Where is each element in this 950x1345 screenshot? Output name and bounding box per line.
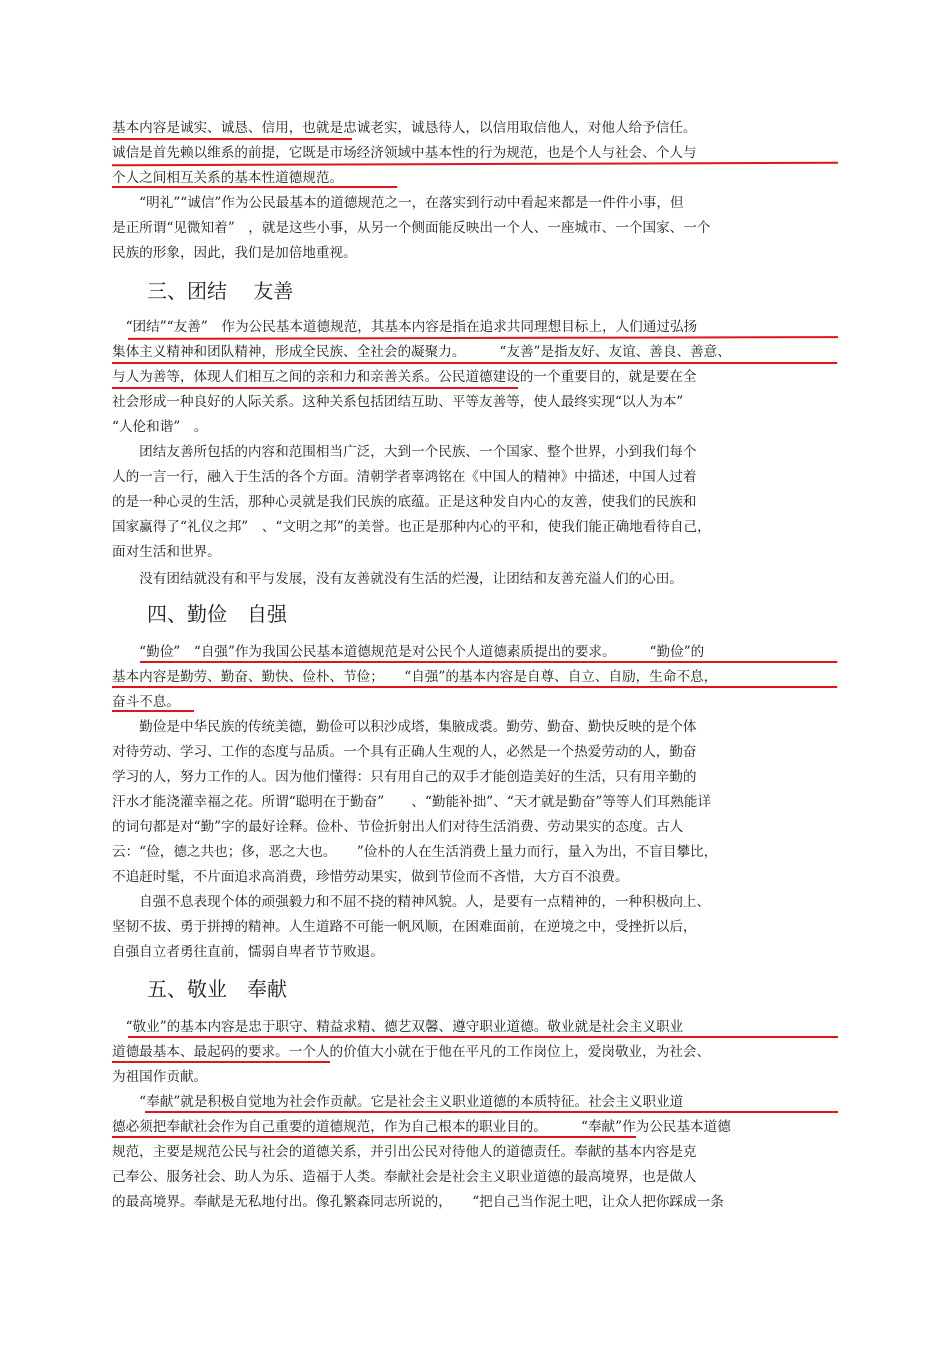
red-underline (112, 362, 837, 364)
paragraph-line: 勤俭是中华民族的传统美德，勤俭可以积沙成塔，集腋成裘。勤劳、勤奋、勤快反映的是个体 (112, 719, 697, 735)
paragraph-line: “奉献”就是积极自觉地为社会作贡献。它是社会主义职业道德的本质特征。社会主义职业道 (112, 1094, 684, 1110)
paragraph-line: 社会形成一种良好的人际关系。这种关系包括团结互助、平等友善等，使人最终实现“以人为本” (112, 394, 684, 410)
paragraph-line: 不追赶时髦，不片面追求高消费，珍惜劳动果实，做到节俭而不吝惜，大方百不浪费。 (112, 869, 629, 885)
paragraph-line: 道德最基本、最起码的要求。一个人的价值大小就在于他在平凡的工作岗位上，爱岗敬业，为社会、 (112, 1044, 711, 1060)
paragraph-line: 德必须把奉献社会作为自己重要的道德规范，作为自己根本的职业目的。 “奉献”作为公民基本道德 (112, 1119, 731, 1135)
red-underline (112, 387, 518, 389)
paragraph-line: 个人之间相互关系的基本性道德规范。 (112, 170, 344, 186)
paragraph-line: 是正所谓“见微知着” ，就是这些小事，从另一个侧面能反映出一个人、一座城市、一个国家、一个 (112, 220, 711, 236)
red-underline (140, 661, 837, 663)
paragraph-line: 没有团结就没有和平与发展，没有友善就没有生活的烂漫，让团结和友善充溢人们的心田。 (112, 571, 683, 587)
paragraph-line: 与人为善等，体现人们相互之间的亲和力和亲善关系。公民道德建设的一个重要目的，就是要在全 (112, 369, 697, 385)
paragraph-line: 集体主义精神和团队精神，形成全民族、全社会的凝聚力。 “友善”是指友好、友谊、善良、善意、 (112, 344, 731, 360)
paragraph-line: “明礼”“诚信”作为公民最基本的道德规范之一，在落实到行动中看起来都是一件件小事，但 (112, 195, 684, 211)
paragraph-line: “人伦和谐” 。 (112, 419, 208, 435)
paragraph-line: “敬业”的基本内容是忠于职守、精益求精、德艺双馨、遵守职业道德。敬业就是社会主义职业 (112, 1019, 684, 1035)
red-underline (112, 686, 837, 688)
section-heading: 三、团结 友善 (147, 279, 294, 303)
paragraph-line: 己奉公、服务社会、助人为乐、造福于人类。奉献社会是社会主义职业道德的最高境界，也是做人 (112, 1169, 697, 1185)
red-underline (128, 336, 838, 340)
paragraph-line: 团结友善所包括的内容和范围相当广泛，大到一个民族、一个国家、整个世界，小到我们每个 (112, 444, 697, 460)
paragraph-line: 规范，主要是规范公民与社会的道德关系，并引出公民对待他人的道德责任。奉献的基本内容是克 (112, 1144, 697, 1160)
paragraph-line: 的是一种心灵的生活，那种心灵就是我们民族的底蕴。正是这种发自内心的友善，使我们的民族和 (112, 494, 697, 510)
paragraph-line: 自强不息表现个体的顽强毅力和不屈不挠的精神风貌。人，是要有一点精神的，一种积极向上、 (112, 894, 711, 910)
red-underline (145, 1111, 838, 1113)
paragraph-line: 汗水才能浇灌幸福之花。所谓“聪明在于勤奋” 、“勤能补拙”、“天才就是勤奋”等等人们耳熟能详 (112, 794, 712, 810)
red-underline (112, 1136, 636, 1138)
paragraph-line: 对待劳动、学习、工作的态度与品质。一个具有正确人生观的人，必然是一个热爱劳动的人，勤奋 (112, 744, 697, 760)
red-underline (112, 710, 194, 712)
red-underline (112, 1061, 330, 1063)
paragraph-line: 民族的形象，因此，我们是加倍地重视。 (112, 245, 357, 261)
paragraph-line: 的词句都是对“勤”字的最好诠释。俭朴、节俭折射出人们对待生活消费、劳动果实的态度。古人 (112, 819, 684, 835)
paragraph-line: 诚信是首先赖以维系的前提，它既是市场经济领域中基本性的行为规范，也是个人与社会、个人与 (112, 145, 697, 161)
paragraph-line: 基本内容是诚实、诚恳、信用，也就是忠诚老实，诚恳待人，以信用取信他人，对他人给予信任。 (112, 120, 697, 136)
paragraph-line: 自强自立者勇往直前，懦弱自卑者节节败退。 (112, 944, 384, 960)
red-underline (112, 186, 397, 188)
paragraph-line: 奋斗不息。 (112, 694, 180, 710)
paragraph-line: 坚韧不拔、勇于拼搏的精神。人生道路不可能一帆风顺，在困难面前，在逆境之中，受挫折以后， (112, 919, 697, 935)
paragraph-line: “勤俭” “自强”作为我国公民基本道德规范是对公民个人道德素质提出的要求。 “勤俭”的 (112, 644, 705, 660)
section-heading: 五、敬业 奉献 (147, 977, 287, 1001)
paragraph-line: 的最高境界。奉献是无私地付出。像孔繁森同志所说的， “把自己当作泥土吧，让众人把你踩成一条 (112, 1194, 724, 1210)
paragraph-line: 为祖国作贡献。 (112, 1069, 208, 1085)
red-underline (128, 1036, 838, 1038)
paragraph-line: 人的一言一行，融入于生活的各个方面。清朝学者辜鸿铭在《中国人的精神》中描述，中国人过着 (112, 469, 697, 485)
red-underline (112, 162, 838, 167)
paragraph-line: 云：“俭，德之共也；侈，恶之大也。 ”俭朴的人在生活消费上量力而行，量入为出，不盲目攀比， (112, 844, 718, 860)
paragraph-line: 面对生活和世界。 (112, 544, 221, 560)
paragraph-line: 学习的人，努力工作的人。因为他们懂得：只有用自己的双手才能创造美好的生活，只有用辛勤的 (112, 769, 697, 785)
red-underline (112, 138, 352, 140)
paragraph-line: 基本内容是勤劳、勤奋、勤快、俭朴、节俭； “自强”的基本内容是自尊、自立、自励，生命不息， (112, 669, 718, 685)
paragraph-line: “团结”“友善” 作为公民基本道德规范，其基本内容是指在追求共同理想目标上，人们通过弘扬 (112, 319, 698, 335)
section-heading: 四、勤俭 自强 (147, 602, 287, 626)
paragraph-line: 国家赢得了“礼仪之邦” 、“文明之邦”的美誉。也正是那种内心的平和，使我们能正确地看待自己， (112, 519, 711, 535)
